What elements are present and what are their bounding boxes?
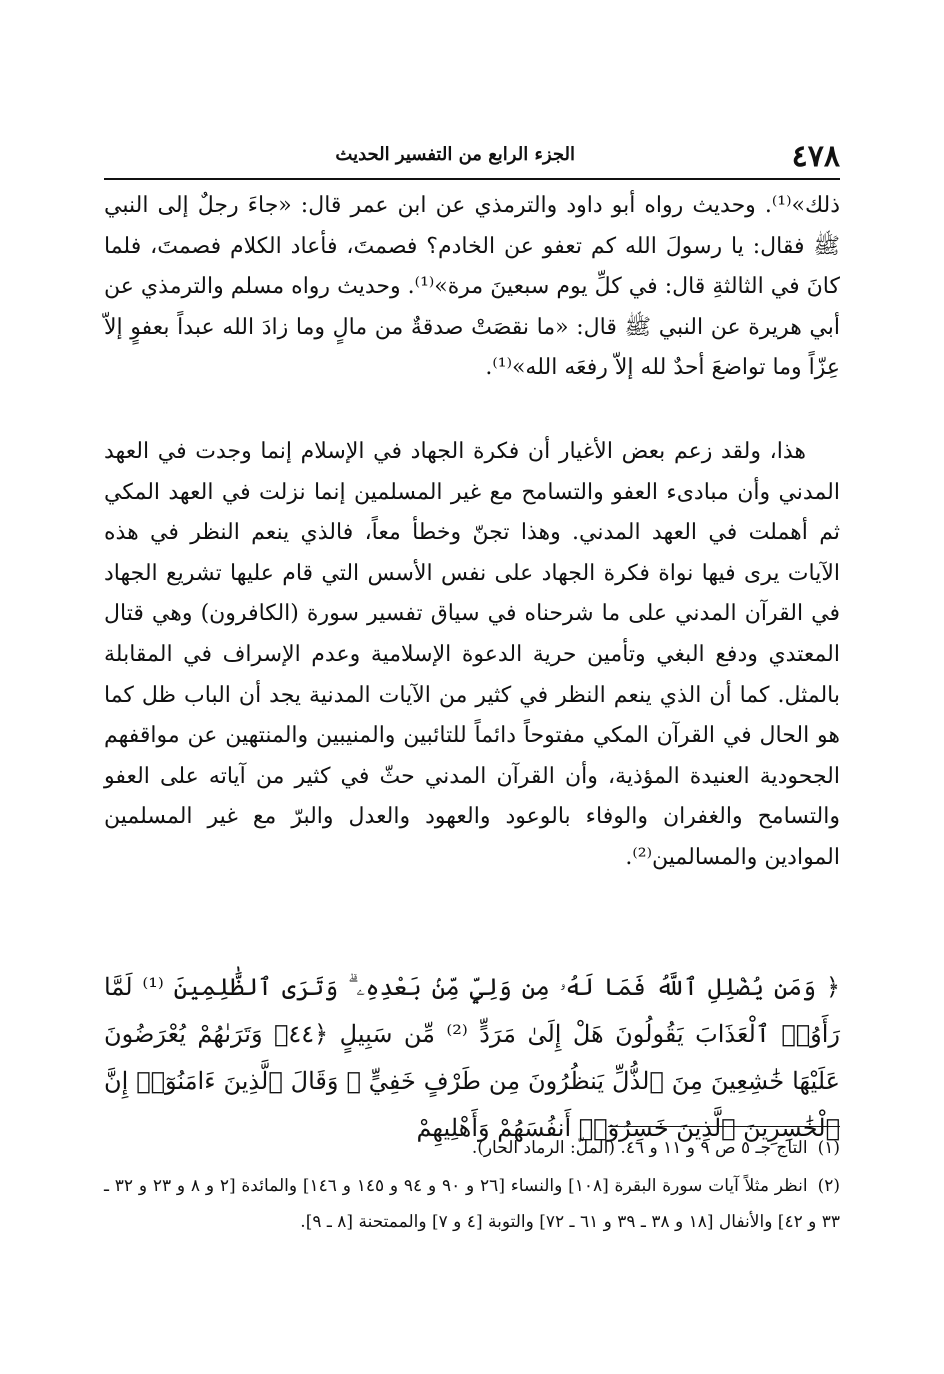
page-header [104, 138, 840, 176]
header-rule [104, 178, 840, 180]
page-number: ٤٧٨ [791, 139, 840, 174]
quran-verses: ﴿ وَمَن يُضْلِلِ ٱللَّهُ فَمَا لَهُۥ مِن وَلِيٍّ مِّنۢ بَعْدِهِۦ ۗ وَتَرَى ٱلظَّٰلِمِينَ ⁽¹⁾ لَمَّا رَأَوُا۟ ٱلْعَذَابَ يَقُولُونَ هَلْ إِلَىٰ مَرَدٍّ ⁽²⁾ مِّن سَبِيلٍ ﴿٤٤﴾ وَتَرَىٰهُمْ يُعْرَضُونَ عَلَيْهَا خَٰشِعِينَ مِنَ ٱلذُّلِّ يَنظُرُونَ مِن طَرْفٍ خَفِيٍّ ۗ وَقَالَ ٱلَّذِينَ ءَامَنُوٓا۟ إِنَّ ٱلْخَٰسِرِينَ ٱلَّذِينَ خَسِرُوٓا۟ أَنفُسَهُمْ وَأَهْلِيهِمْ [104, 973, 841, 1142]
footnote-rule [608, 1126, 840, 1127]
body-paragraph-1: ذلك»⁽¹⁾. وحديث رواه أبو داود والترمذي عن ابن عمر قال: «جاءَ رجلٌ إلى النبي ﷺ فقال: يا رسولَ الله كم تعفو عن الخادم؟ فصمتَ، فأعاد الكلام فصمتَ، فلما كانَ في الثالثةِ قال: في كلِّ يوم سبعينَ مرة»⁽¹⁾. وحديث رواه مسلم والترمذي عن أبي هريرة عن النبي ﷺ قال: «ما نقصَتْ صدقةٌ من مالٍ وما زادَ الله عبداً بعفوٍ إلاّ عِزّاً وما تواضعَ أحدٌ لله إلاّ رفعَه الله»⁽¹⁾. [104, 193, 840, 381]
footnote-2-text: انظر مثلاً آيات سورة البقرة [١٠٨] والنساء [٢٦ و ٩٠ و ٩٤ و ١٤٥ و ١٤٦] والمائدة [٢ و ٨ و ٢٣ و ٣٢ ـ ٣٣ و ٤٢] والأنفال [١٨ و ٣٨ ـ ٣٩ و ٦١ ـ ٧٢] والتوبة [٤ و ٧] والممتحنة [٨ ـ ٩]. [104, 1176, 840, 1232]
footnote-2 [104, 1168, 840, 1240]
running-title: الجزء الرابع من التفسير الحديث [335, 144, 575, 165]
footnote-2-number: (٢) [817, 1176, 840, 1196]
body-paragraph-2: هذا، ولقد زعم بعض الأغيار أن فكرة الجهاد في الإسلام إنما وجدت في العهد المدني وأن مبادىء العفو والتسامح مع غير المسلمين إنما نزلت في العهد المكي ثم أهملت في العهد المدني. وهذا تجنّ وخطأ معاً، فالذي ينعم النظر في هذه الآيات يرى فيها نواة فكرة الجهاد على نفس الأسس التي قام عليها تشريع الجهاد في القرآن المدني على ما شرحناه في سياق تفسير سورة (الكافرون) وهي قتال المعتدي ودفع البغي وتأمين حرية الدعوة الإسلامية وعدم الإسراف في المقابلة بالمثل. كما أن الذي ينعم النظر في كثير من الآيات المدنية يجد أن الباب ظل كما هو الحال في القرآن المكي مفتوحاً دائماً للتائبين والمنيبين والمنتهين عن مواقفهم الجحودية العنيدة المؤذية، وأن القرآن المدني حثّ في كثير من آياته على العفو والتسامح والغفران والوفاء بالوعود والعهود والعدل والبرّ مع غير المسلمين الموادين والمسالمين⁽²⁾. [104, 439, 840, 870]
footnote-1-number: (١) [817, 1138, 840, 1158]
footnote-1-text: التاج جـ ٥ ص ٩ و ١١ و ٤٦. (الملّ: الرماد الحار). [471, 1138, 808, 1158]
footnote-1 [104, 1130, 840, 1166]
